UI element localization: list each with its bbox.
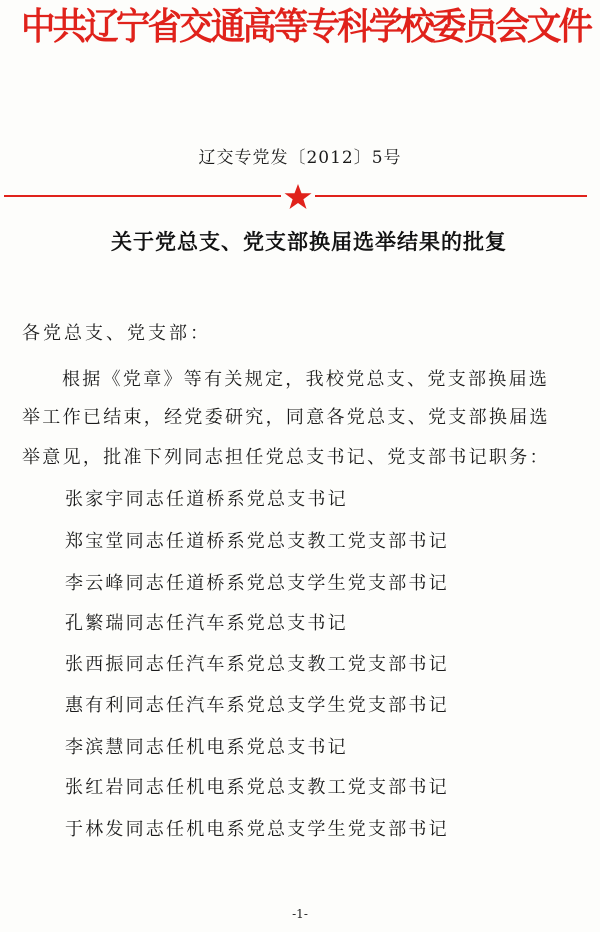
red-star-icon xyxy=(283,184,313,210)
appointment-item: 张红岩同志任机电系党总支教工党支部书记 xyxy=(65,777,449,798)
salutation: 各党总支、党支部： xyxy=(22,323,211,344)
red-header-divider xyxy=(0,186,600,208)
page-number: -1- xyxy=(292,907,308,921)
divider-rule-left xyxy=(4,195,281,197)
appointment-item: 张西振同志任汽车系党总支教工党支部书记 xyxy=(65,654,449,675)
appointment-item: 孔繁瑞同志任汽车系党总支书记 xyxy=(65,613,348,634)
appointment-item: 惠有利同志任汽车系党总支学生党支部书记 xyxy=(65,695,449,716)
appointment-item: 李滨慧同志任机电系党总支书记 xyxy=(65,737,348,758)
appointment-item: 于林发同志任机电系党总支学生党支部书记 xyxy=(65,819,449,840)
appointment-item: 郑宝堂同志任道桥系党总支教工党支部书记 xyxy=(65,531,449,552)
document-title: 关于党总支、党支部换届选举结果的批复 xyxy=(111,229,507,254)
body-paragraph-line: 举工作已结束，经党委研究，同意各党总支、党支部换届选 xyxy=(22,407,550,428)
appointment-item: 李云峰同志任道桥系党总支学生党支部书记 xyxy=(65,573,449,594)
body-paragraph-line: 举意见，批准下列同志担任党总支书记、党支部书记职务： xyxy=(22,447,550,468)
body-paragraph-line: 根据《党章》等有关规定，我校党总支、党支部换届选 xyxy=(62,369,550,390)
divider-rule-right xyxy=(315,195,587,197)
letterhead-title: 中共辽宁省交通高等专科学校委员会文件 xyxy=(21,4,591,48)
document-number: 辽交专党发〔2012〕5号 xyxy=(198,148,402,168)
appointment-item: 张家宇同志任道桥系党总支书记 xyxy=(65,489,348,510)
